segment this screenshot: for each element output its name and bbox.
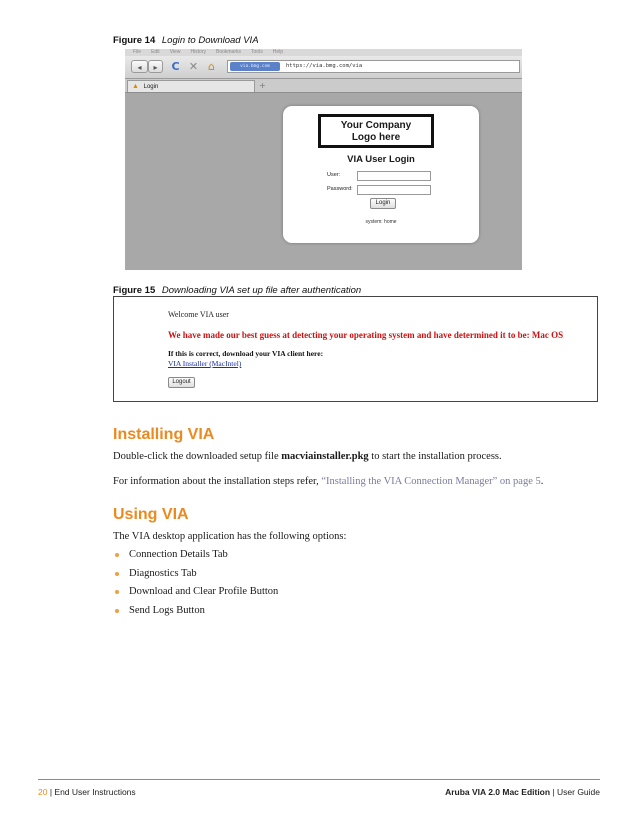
company-logo-placeholder (318, 114, 434, 148)
login-card (283, 106, 479, 243)
aruba-favicon-icon: ▲ (132, 83, 139, 90)
footer-doc-type: | User Guide (550, 787, 600, 797)
tab-login (127, 80, 255, 92)
list-item-label: Diagnostics Tab (129, 567, 197, 579)
logout-button: Logout (168, 377, 195, 388)
installing-paragraph-1 (113, 451, 502, 462)
menu-item: Help (272, 49, 283, 55)
footer-left (38, 787, 136, 797)
using-intro: The VIA desktop application has the following options: (113, 531, 347, 542)
list-item (113, 586, 278, 605)
bullet-icon (115, 553, 119, 557)
options-list (113, 549, 278, 623)
list-item (113, 568, 278, 587)
forward-icon: ▸ (153, 63, 158, 72)
user-label: User: (327, 172, 341, 178)
welcome-text: Welcome VIA user (168, 310, 229, 319)
os-detection-message: We have made our best guess at detecting your operating system and have determined it to be: Mac OS (168, 330, 564, 340)
download-prompt: If this is correct, download your VIA client here: (168, 349, 324, 358)
figure14-caption (113, 35, 259, 46)
installing-heading: Installing VIA (113, 426, 215, 443)
text-run: Double-click the downloaded setup file (113, 451, 282, 462)
logo-line-1: Your Company (340, 120, 412, 131)
logo-line-2: Logo here (351, 132, 401, 143)
figure15-caption (113, 285, 361, 296)
address-bar (227, 60, 520, 73)
browser-tab-strip (125, 79, 522, 93)
menu-item: Bookmarks (216, 49, 242, 55)
system-text: system: home (365, 219, 397, 225)
figure15-screenshot (113, 296, 598, 402)
menu-item: Edit (151, 49, 160, 55)
page-number: 20 (38, 787, 48, 797)
login-button: Login (370, 198, 396, 209)
browser-menu-bar (125, 49, 522, 56)
text-run: For information about the installation steps refer, (113, 476, 322, 487)
reload-icon: C (171, 60, 180, 73)
back-button (131, 60, 148, 73)
back-icon: ◂ (137, 63, 142, 72)
tab-label: Login (143, 84, 159, 90)
bullet-icon (115, 590, 119, 594)
menu-item: History (190, 49, 206, 55)
site-identity-chip: via.bmg.com (230, 62, 280, 71)
forward-button (148, 60, 163, 73)
list-item-label: Download and Clear Profile Button (129, 586, 279, 597)
password-label: Password: (327, 186, 353, 192)
new-tab-icon: + (259, 81, 266, 90)
figure14-number: Figure 14 (113, 35, 156, 46)
menu-item: View (169, 49, 181, 55)
home-icon: ⌂ (208, 60, 215, 73)
using-heading: Using VIA (113, 506, 189, 523)
cross-reference-link[interactable]: “Installing the VIA Connection Manager” on page 5 (321, 476, 541, 487)
installer-link: VIA Installer (MacIntel) (168, 359, 242, 368)
list-item-label: Send Logs Button (129, 604, 205, 616)
password-field (357, 185, 431, 195)
footer-product: Aruba VIA 2.0 Mac Edition (445, 787, 551, 797)
text-run: to start the installation process. (368, 451, 502, 462)
figure15-number: Figure 15 (113, 285, 156, 296)
bullet-icon (115, 609, 119, 613)
menu-item: File (133, 49, 142, 55)
installer-filename: macviainstaller.pkg (281, 451, 369, 462)
footer-divider (38, 779, 600, 780)
stop-icon: ✕ (188, 60, 199, 73)
browser-toolbar (125, 56, 522, 79)
user-field (357, 171, 431, 181)
list-item (113, 549, 278, 568)
address-text: https://via.bmg.com/via (286, 63, 363, 69)
login-heading: VIA User Login (347, 154, 415, 165)
text-run: . (540, 476, 544, 487)
figure14-title: Login to Download VIA (161, 35, 259, 46)
list-item (113, 605, 278, 624)
figure15-title: Downloading VIA set up file after authentication (161, 285, 362, 296)
figure14-screenshot (125, 49, 522, 270)
installing-paragraph-2 (113, 476, 543, 487)
footer-right (445, 787, 600, 797)
footer-section: | End User Instructions (47, 787, 136, 797)
bullet-icon (115, 572, 119, 576)
list-item-label: Connection Details Tab (129, 549, 228, 560)
menu-item: Tools (251, 49, 263, 55)
